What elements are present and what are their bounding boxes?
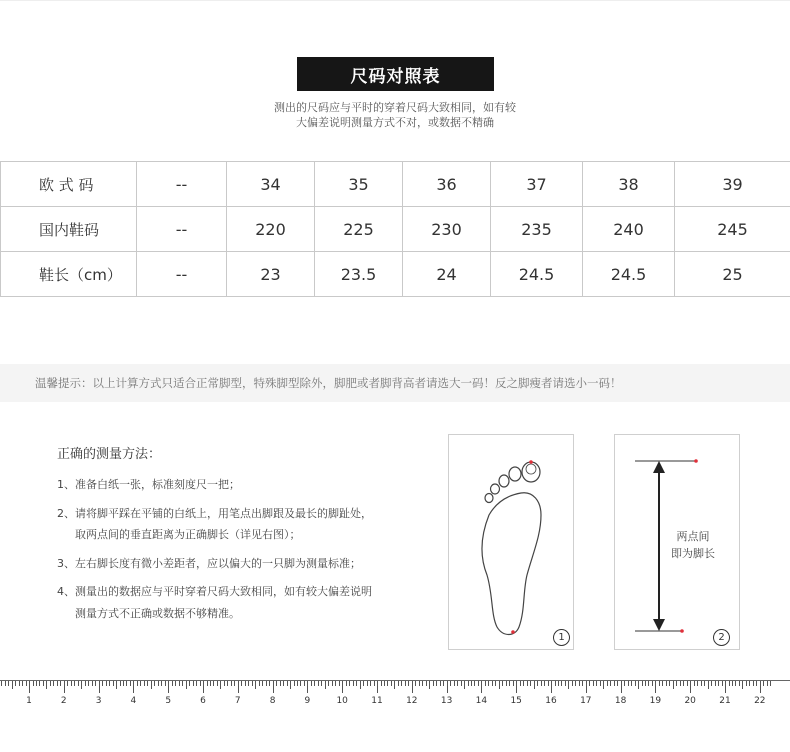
ruler-number: 12 <box>406 696 418 706</box>
ruler-tick <box>217 681 218 686</box>
ruler-tick <box>26 681 27 686</box>
ruler-tick <box>71 681 72 686</box>
ruler-tick <box>370 681 371 686</box>
ruler-tick <box>186 681 187 689</box>
row-label: 欧 式 码 <box>1 162 137 207</box>
ruler-tick <box>377 681 378 693</box>
page-title: 尺码对照表 <box>297 57 494 91</box>
ruler-tick <box>144 681 145 686</box>
ruler-tick <box>231 681 232 686</box>
ruler-tick <box>391 681 392 686</box>
ruler-tick <box>172 681 173 686</box>
ruler-tick <box>415 681 416 686</box>
table-cell: 25 <box>675 252 790 297</box>
ruler-tick <box>652 681 653 686</box>
ruler-tick <box>673 681 674 689</box>
table-row-eu <box>1 162 790 207</box>
ruler-tick <box>339 681 340 686</box>
footprint-panel <box>448 434 574 650</box>
ruler-number: 16 <box>545 696 557 706</box>
ruler-tick <box>57 681 58 686</box>
ruler-tick <box>481 681 482 693</box>
ruler-tick <box>669 681 670 686</box>
ruler-tick <box>718 681 719 686</box>
ruler-tick <box>551 681 552 693</box>
ruler-tick <box>499 681 500 689</box>
row-dash: -- <box>137 207 227 252</box>
ruler-tick <box>513 681 514 686</box>
ruler-tick <box>46 681 47 689</box>
ruler-tick <box>36 681 37 686</box>
ruler-tick <box>635 681 636 686</box>
ruler-tick <box>642 681 643 686</box>
ruler-number: 9 <box>304 696 311 706</box>
ruler-tick <box>694 681 695 686</box>
ruler-tick <box>241 681 242 686</box>
ruler-tick <box>429 681 430 689</box>
ruler-tick <box>488 681 489 686</box>
table-cell: 24.5 <box>583 252 675 297</box>
row-label: 鞋长（cm） <box>1 252 137 297</box>
ruler-tick <box>196 681 197 686</box>
ruler-tick <box>600 681 601 686</box>
ruler-tick <box>662 681 663 686</box>
ruler-tick <box>711 681 712 686</box>
ruler-tick <box>99 681 100 693</box>
ruler-tick <box>422 681 423 686</box>
ruler-tick <box>614 681 615 686</box>
ruler-tick <box>697 681 698 686</box>
ruler-tick <box>586 681 587 693</box>
ruler-number: 13 <box>440 696 453 706</box>
ruler-tick <box>353 681 354 686</box>
subtitle-line-2: 大偏差说明测量方式不对，或数据不精确 <box>296 116 494 129</box>
ruler-tick <box>220 681 221 689</box>
method-item-2: 2、请将脚平踩在平铺的白纸上，用笔点出脚跟及最长的脚趾处， <box>57 507 372 520</box>
panel-number-2: 2 <box>713 629 730 646</box>
ruler-tick <box>767 681 768 686</box>
table-cell: 245 <box>675 207 790 252</box>
table-cell: 34 <box>227 162 315 207</box>
ruler-tick <box>461 681 462 686</box>
ruler-tick <box>15 681 16 686</box>
ruler-tick <box>454 681 455 686</box>
ruler-tick <box>436 681 437 686</box>
panel-number-1: 1 <box>553 629 570 646</box>
table-cell: 38 <box>583 162 675 207</box>
ruler-tick <box>113 681 114 686</box>
ruler-tick <box>568 681 569 689</box>
ruler-tick <box>200 681 201 686</box>
ruler-tick <box>300 681 301 686</box>
ruler-tick <box>248 681 249 686</box>
table-row-length <box>1 252 790 297</box>
ruler-tick <box>603 681 604 689</box>
ruler-number: 6 <box>200 696 206 706</box>
ruler-tick <box>165 681 166 686</box>
ruler-tick <box>92 681 93 686</box>
ruler-tick <box>596 681 597 686</box>
ruler-tick <box>88 681 89 686</box>
ruler-tick <box>158 681 159 686</box>
ruler-tick <box>732 681 733 686</box>
ruler-tick <box>342 681 343 693</box>
ruler-tick <box>495 681 496 686</box>
ruler-tick <box>328 681 329 686</box>
method-item-4: 4、测量出的数据应与平时穿着尺码大致相同，如有较大偏差说明 <box>57 585 372 598</box>
ruler-tick <box>739 681 740 686</box>
ruler-tick <box>22 681 23 686</box>
ruler-tick <box>154 681 155 686</box>
ruler-tick <box>33 681 34 686</box>
ruler-tick <box>443 681 444 686</box>
ruler-tick <box>116 681 117 689</box>
ruler-tick <box>126 681 127 686</box>
ruler-tick <box>419 681 420 686</box>
ruler-tick <box>276 681 277 686</box>
ruler-tick <box>753 681 754 686</box>
ruler-tick <box>161 681 162 686</box>
ruler-tick <box>147 681 148 686</box>
ruler <box>0 680 790 720</box>
method-item-3: 3、左右脚长度有微小差距者，应以偏大的一只脚为测量标准； <box>57 557 361 570</box>
ruler-tick <box>189 681 190 686</box>
ruler-tick <box>168 681 169 693</box>
ruler-tick <box>687 681 688 686</box>
ruler-tick <box>123 681 124 686</box>
ruler-tick <box>471 681 472 686</box>
ruler-number: 22 <box>754 696 766 706</box>
ruler-tick <box>701 681 702 686</box>
ruler-tick <box>193 681 194 686</box>
ruler-number: 20 <box>684 696 696 706</box>
ruler-tick <box>572 681 573 686</box>
ruler-tick <box>325 681 326 689</box>
ruler-tick <box>506 681 507 686</box>
ruler-tick <box>558 681 559 686</box>
ruler-tick <box>109 681 110 686</box>
ruler-number: 14 <box>475 696 488 706</box>
ruler-tick <box>447 681 448 693</box>
ruler-tick <box>561 681 562 686</box>
row-dash: -- <box>137 162 227 207</box>
ruler-tick <box>638 681 639 689</box>
ruler-tick <box>262 681 263 686</box>
ruler-tick <box>746 681 747 686</box>
ruler-tick <box>283 681 284 686</box>
ruler-tick <box>735 681 736 686</box>
ruler-number: 21 <box>719 696 731 706</box>
ruler-tick <box>266 681 267 686</box>
ruler-tick <box>387 681 388 686</box>
ruler-tick <box>666 681 667 686</box>
ruler-tick <box>203 681 204 693</box>
table-cell: 24.5 <box>491 252 583 297</box>
ruler-tick <box>729 681 730 686</box>
footprint-icon <box>449 435 573 649</box>
ruler-tick <box>607 681 608 686</box>
ruler-tick <box>530 681 531 686</box>
table-cell: 235 <box>491 207 583 252</box>
ruler-tick <box>408 681 409 686</box>
ruler-tick <box>631 681 632 686</box>
ruler-tick <box>363 681 364 686</box>
ruler-tick <box>763 681 764 686</box>
ruler-tick <box>29 681 30 693</box>
ruler-tick <box>485 681 486 686</box>
ruler-tick <box>67 681 68 686</box>
ruler-tick <box>269 681 270 686</box>
ruler-tick <box>659 681 660 686</box>
ruler-tick <box>468 681 469 686</box>
table-cell: 35 <box>315 162 403 207</box>
ruler-tick <box>227 681 228 686</box>
ruler-tick <box>426 681 427 686</box>
ruler-tick <box>53 681 54 686</box>
ruler-tick <box>715 681 716 686</box>
ruler-tick <box>60 681 61 686</box>
ruler-number: 19 <box>649 696 662 706</box>
ruler-tick <box>19 681 20 686</box>
ruler-number: 11 <box>371 696 383 706</box>
ruler-tick <box>321 681 322 686</box>
size-chart-table <box>0 161 790 297</box>
table-cell: 39 <box>675 162 790 207</box>
ruler-tick <box>290 681 291 689</box>
ruler-tick <box>478 681 479 686</box>
ruler-tick <box>224 681 225 686</box>
ruler-tick <box>502 681 503 686</box>
ruler-tick <box>381 681 382 686</box>
ruler-tick <box>74 681 75 686</box>
ruler-tick <box>534 681 535 689</box>
ruler-tick <box>405 681 406 686</box>
ruler-tick <box>213 681 214 686</box>
ruler-tick <box>245 681 246 686</box>
ruler-tick <box>722 681 723 686</box>
ruler-tick <box>742 681 743 689</box>
measure-label <box>666 528 720 562</box>
ruler-tick <box>548 681 549 686</box>
ruler-number: 3 <box>95 696 102 706</box>
ruler-tick <box>648 681 649 686</box>
ruler-tick <box>624 681 625 686</box>
table-cell: 230 <box>403 207 491 252</box>
ruler-tick <box>401 681 402 686</box>
ruler-tick <box>374 681 375 686</box>
ruler-tick <box>582 681 583 686</box>
top-divider <box>0 0 790 1</box>
ruler-tick <box>280 681 281 686</box>
method-item-2-cont: 取两点间的垂直距离为正确脚长（详见右图）； <box>75 528 301 541</box>
ruler-tick <box>628 681 629 686</box>
ruler-tick <box>349 681 350 686</box>
ruler-tick <box>412 681 413 693</box>
ruler-number: 1 <box>26 696 32 706</box>
ruler-tick <box>179 681 180 686</box>
table-cell: 24 <box>403 252 491 297</box>
ruler-tick <box>259 681 260 686</box>
ruler-tick <box>520 681 521 686</box>
ruler-tick <box>50 681 51 686</box>
ruler-tick <box>575 681 576 686</box>
ruler-tick <box>130 681 131 686</box>
ruler-tick <box>210 681 211 686</box>
ruler-tick <box>621 681 622 693</box>
ruler-tick <box>725 681 726 693</box>
ruler-tick <box>234 681 235 686</box>
ruler-tick <box>314 681 315 686</box>
ruler-tick <box>175 681 176 686</box>
ruler-tick <box>346 681 347 686</box>
ruler-tick <box>457 681 458 686</box>
ruler-tick <box>464 681 465 689</box>
method-item-1: 1、准备白纸一张，标准刻度尺一把； <box>57 478 240 491</box>
ruler-tick <box>509 681 510 686</box>
table-cell: 220 <box>227 207 315 252</box>
ruler-tick <box>683 681 684 686</box>
ruler-tick <box>756 681 757 686</box>
ruler-tick <box>95 681 96 686</box>
table-cell: 23.5 <box>315 252 403 297</box>
ruler-number: 8 <box>269 696 276 706</box>
ruler-tick <box>12 681 13 689</box>
ruler-tick <box>565 681 566 686</box>
ruler-number: 10 <box>336 696 348 706</box>
ruler-tick <box>318 681 319 686</box>
ruler-tick <box>541 681 542 686</box>
ruler-tick <box>120 681 121 686</box>
ruler-tick <box>64 681 65 693</box>
ruler-tick <box>523 681 524 686</box>
ruler-number: 2 <box>60 696 67 706</box>
ruler-tick <box>287 681 288 686</box>
ruler-tick <box>273 681 274 693</box>
ruler-tick <box>544 681 545 686</box>
ruler-tick <box>492 681 493 686</box>
table-cell: 225 <box>315 207 403 252</box>
ruler-tick <box>39 681 40 686</box>
ruler-tick <box>749 681 750 686</box>
ruler-tick <box>151 681 152 689</box>
ruler-tick <box>8 681 9 686</box>
ruler-tick <box>617 681 618 686</box>
ruler-tick <box>332 681 333 686</box>
ruler-tick <box>655 681 656 693</box>
ruler-tick <box>252 681 253 686</box>
ruler-tick <box>85 681 86 686</box>
tip-text: 温馨提示：以上计算方式只适合正常脚型，特殊脚型除外，脚肥或者脚背高者请选大一码！反之脚瘦者请选小一码！ <box>35 376 622 390</box>
measure-label-line-2: 即为脚长 <box>671 547 715 560</box>
ruler-tick <box>106 681 107 686</box>
ruler-tick <box>207 681 208 686</box>
ruler-number: 4 <box>130 696 137 706</box>
ruler-tick <box>555 681 556 686</box>
ruler-tick <box>360 681 361 689</box>
ruler-tick <box>394 681 395 689</box>
table-row-cn <box>1 207 790 252</box>
ruler-tick <box>680 681 681 686</box>
table-cell: 37 <box>491 162 583 207</box>
ruler-tick <box>589 681 590 686</box>
ruler-tick <box>356 681 357 686</box>
ruler-tick <box>433 681 434 686</box>
ruler-tick <box>43 681 44 686</box>
ruler-tick <box>398 681 399 686</box>
ruler-tick <box>384 681 385 686</box>
ruler-tick <box>645 681 646 686</box>
method-item-4-cont: 测量方式不正确或数据不够精准。 <box>75 607 240 620</box>
ruler-tick <box>450 681 451 686</box>
ruler-tick <box>440 681 441 686</box>
ruler-number: 17 <box>580 696 592 706</box>
ruler-tick <box>238 681 239 693</box>
ruler-tick <box>367 681 368 686</box>
table-cell: 240 <box>583 207 675 252</box>
ruler-tick <box>335 681 336 686</box>
table-cell: 36 <box>403 162 491 207</box>
ruler-number: 18 <box>614 696 627 706</box>
ruler-tick <box>579 681 580 686</box>
ruler-tick <box>593 681 594 686</box>
ruler-tick <box>102 681 103 686</box>
ruler-number: 7 <box>234 696 241 706</box>
ruler-tick <box>1 681 2 686</box>
ruler-tick <box>307 681 308 693</box>
ruler-tick <box>676 681 677 686</box>
ruler-tick <box>474 681 475 686</box>
ruler-tick <box>78 681 79 686</box>
subtitle-line-1: 测出的尺码应与平时的穿着尺码大致相同，如有较 <box>274 101 516 114</box>
ruler-tick <box>610 681 611 686</box>
ruler-tick <box>537 681 538 686</box>
ruler-tick <box>5 681 6 686</box>
ruler-number: 5 <box>165 696 172 706</box>
ruler-tick <box>708 681 709 689</box>
ruler-tick <box>137 681 138 686</box>
ruler-tick <box>311 681 312 686</box>
row-dash: -- <box>137 252 227 297</box>
measure-label-line-1: 两点间 <box>676 530 710 543</box>
ruler-tick <box>81 681 82 689</box>
ruler-tick <box>182 681 183 686</box>
method-title: 正确的测量方法： <box>57 447 162 462</box>
ruler-tick <box>690 681 691 693</box>
subtitle <box>200 100 590 130</box>
ruler-tick <box>704 681 705 686</box>
ruler-tick <box>294 681 295 686</box>
ruler-number: 15 <box>510 696 522 706</box>
ruler-tick <box>516 681 517 693</box>
ruler-tick <box>760 681 761 693</box>
row-label: 国内鞋码 <box>1 207 137 252</box>
ruler-tick <box>527 681 528 686</box>
table-cell: 23 <box>227 252 315 297</box>
ruler-tick <box>255 681 256 689</box>
ruler-tick <box>297 681 298 686</box>
ruler-tick <box>140 681 141 686</box>
ruler-tick <box>770 681 771 686</box>
ruler-tick <box>304 681 305 686</box>
ruler-tick <box>133 681 134 693</box>
